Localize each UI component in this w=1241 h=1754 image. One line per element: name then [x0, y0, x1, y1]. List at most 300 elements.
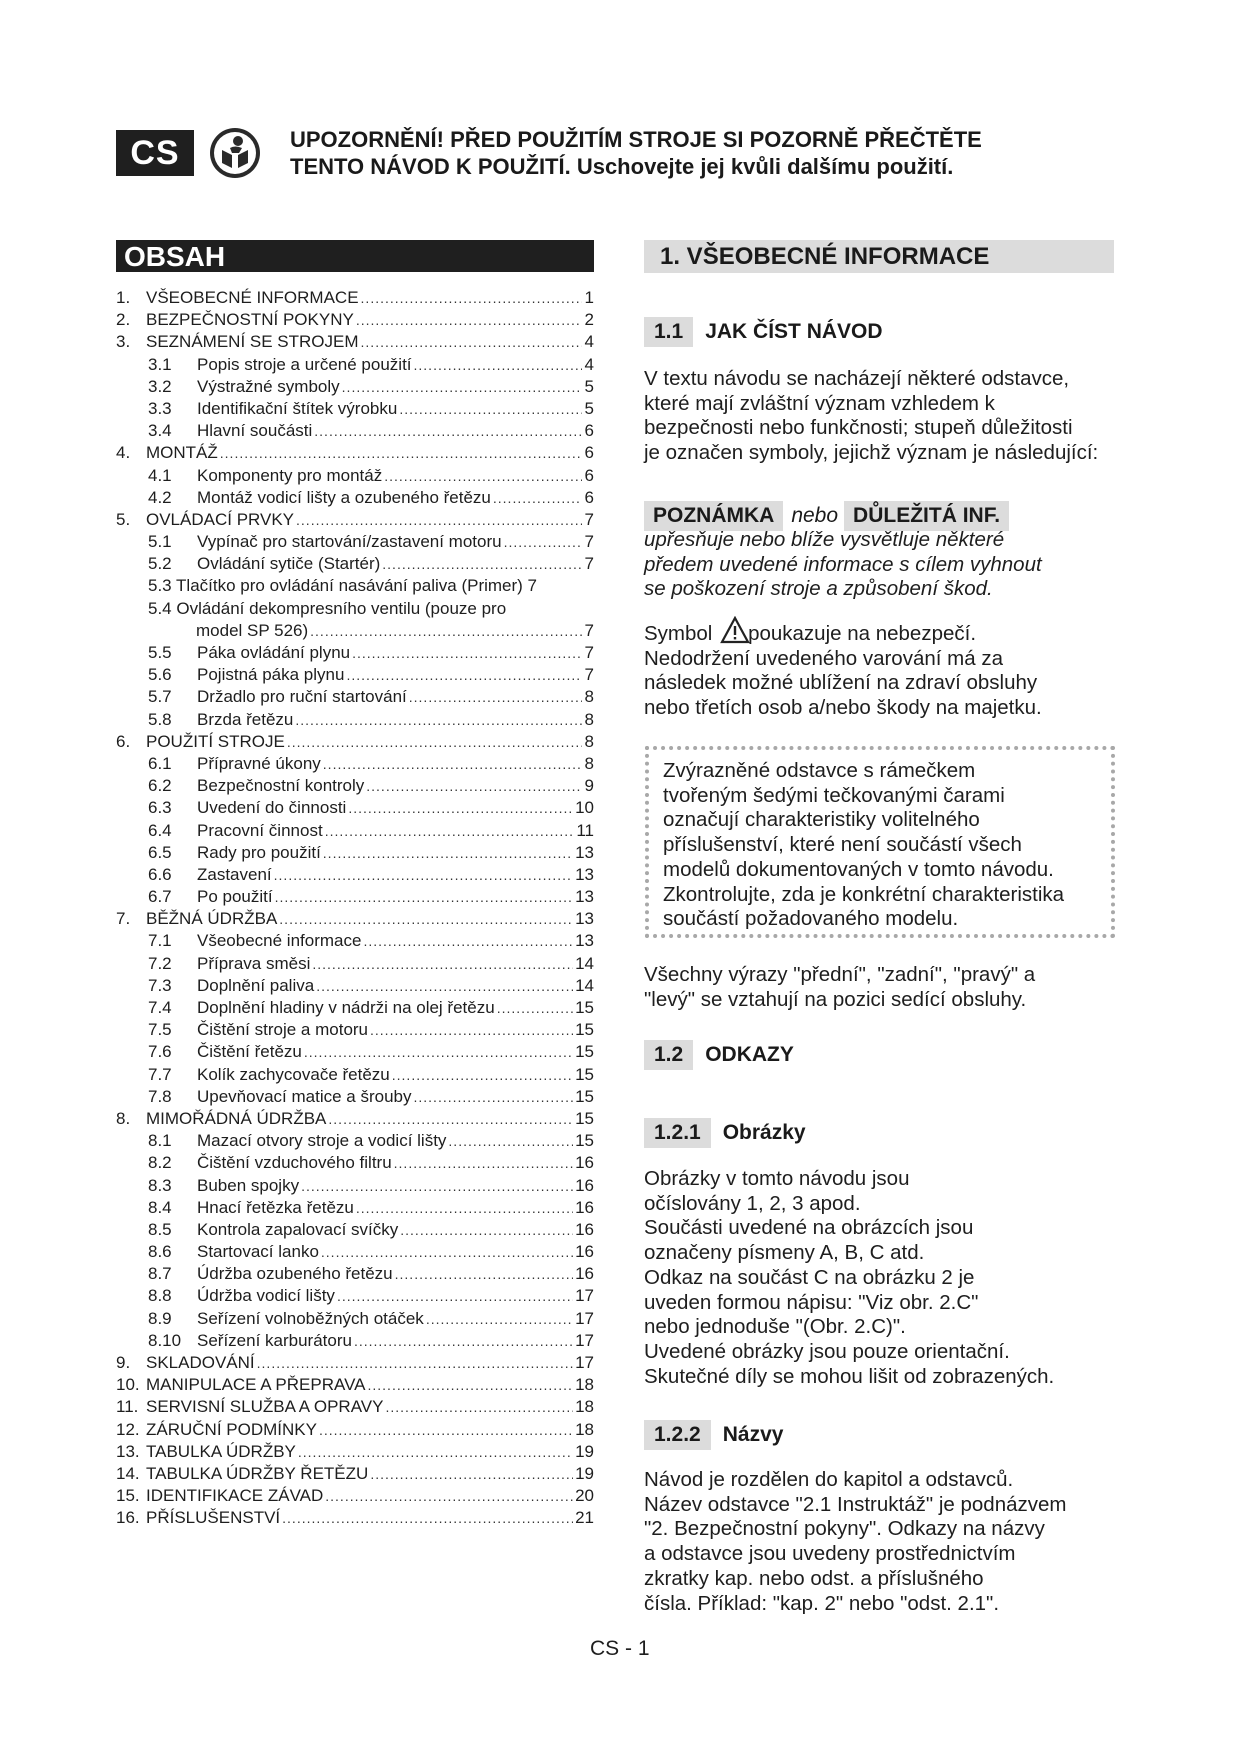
toc-entry-label: POUŽITÍ STROJE — [146, 731, 285, 751]
toc-entry-number: 8.7 — [148, 1264, 172, 1284]
toc-leader-dots — [295, 709, 582, 731]
text-line: bezpečnosti nebo funkčnosti; stupeň důležitosti — [644, 416, 1073, 440]
toc-entry-page: 2 — [584, 310, 594, 330]
toc-entry-page: 18 — [575, 1419, 594, 1439]
toc-leader-dots — [298, 1441, 573, 1463]
subsection-title: ODKAZY — [705, 1043, 794, 1066]
toc-entry-page: 15 — [575, 1086, 594, 1106]
toc-entry — [116, 953, 594, 975]
toc-entry — [116, 997, 594, 1019]
text-line: a odstavce jsou uvedeny prostřednictvím — [644, 1542, 1016, 1566]
toc-entry-label: Mazací otvory stroje a vodicí lišty — [197, 1131, 447, 1151]
toc-entry-page: 13 — [575, 864, 594, 884]
toc-entry-number: 7. — [116, 909, 131, 929]
toc-entry-label: TABULKA ÚDRŽBY — [146, 1441, 296, 1461]
toc-entry-number: 7.7 — [148, 1064, 172, 1084]
toc-entry-label: Seřízení karburátoru — [197, 1330, 352, 1350]
subsection-title: Obrázky — [722, 1121, 806, 1144]
toc-entry-number: 4. — [116, 443, 131, 463]
toc-entry-number: 8.10 — [148, 1330, 182, 1350]
toc-entry — [116, 354, 594, 376]
toc-leader-dots — [392, 1064, 573, 1086]
toc-entry — [116, 309, 594, 331]
toc-entry-page: 15 — [575, 1020, 594, 1040]
toc-entry-label: Rady pro použití — [197, 842, 321, 862]
toc-entry-number: 5.2 — [148, 554, 172, 574]
toc-entry — [116, 376, 594, 398]
toc-entry-label: SKLADOVÁNÍ — [146, 1353, 255, 1372]
toc-entry-page: 18 — [575, 1375, 594, 1395]
text-line: Všechny výrazy "přední", "zadní", "pravý" a — [644, 963, 1036, 986]
toc-entry-number: 14. — [116, 1463, 140, 1483]
toc-leader-dots — [354, 1330, 573, 1352]
toc-entry — [116, 820, 594, 842]
text-line: Název odstavce "2.1 Instruktáž" je podnázvem — [644, 1492, 1067, 1516]
toc-entry-label: Příprava směsi — [197, 953, 311, 973]
toc-entry-page: 14 — [575, 953, 594, 973]
text-line: následek možné ublížení na zdraví obsluhy — [644, 671, 1038, 695]
toc-entry — [116, 531, 594, 553]
toc-leader-dots — [325, 820, 575, 842]
toc-entry — [116, 753, 594, 775]
toc-entry — [116, 575, 594, 597]
toc-entry-page: 6 — [584, 487, 594, 507]
toc-entry-number: 5. — [116, 509, 131, 529]
text-line: se poškození stroje a způsobení škod. — [644, 577, 993, 601]
toc-entry — [116, 686, 594, 708]
toc-entry — [116, 1396, 594, 1418]
toc-entry-label: Pracovní činnost — [197, 820, 323, 840]
toc-entry-page: 4 — [584, 354, 594, 374]
toc-entry — [116, 1352, 594, 1374]
toc-entry-page: 4 — [584, 332, 594, 352]
toc-entry — [116, 842, 594, 864]
subsection-1-1-heading — [644, 317, 883, 347]
toc-entry — [116, 886, 594, 908]
toc-leader-dots — [323, 842, 573, 864]
toc-entry — [116, 620, 594, 642]
toc-entry-page: 13 — [575, 887, 594, 907]
subsection-number: 1.2.2 — [644, 1420, 711, 1450]
note-paragraph — [644, 528, 1124, 602]
toc-leader-dots — [504, 531, 582, 553]
toc-entry — [116, 465, 594, 487]
toc-entry-number: 9. — [116, 1353, 131, 1372]
toc-entry — [116, 509, 594, 531]
toc-entry — [116, 797, 594, 819]
toc-entry-page: 7 — [584, 620, 594, 640]
symbol-text-after: poukazuje na nebezpečí. — [748, 622, 977, 645]
toc-entry-label: Uvedení do činnosti — [197, 798, 347, 818]
toc-entry-label: Přípravné úkony — [197, 753, 321, 773]
toc-entry-number: 6. — [116, 731, 131, 751]
toc-entry-number: 3.2 — [148, 376, 172, 396]
toc-entry-label: TABULKA ÚDRŽBY ŘETĚZU — [146, 1463, 369, 1483]
toc-entry-page: 10 — [575, 798, 594, 818]
toc-leader-dots — [279, 908, 573, 930]
note-or: nebo — [791, 504, 839, 527]
position-paragraph — [644, 963, 1124, 1012]
toc-leader-dots — [348, 797, 573, 819]
symbol-line — [644, 616, 1124, 647]
toc-entry-label: Pojistná páka plynu — [197, 665, 345, 685]
toc-entry-label: Bezpečnostní kontroly — [197, 776, 365, 796]
toc-entry — [116, 1175, 594, 1197]
toc-leader-dots — [346, 664, 582, 686]
toc-entry — [116, 1152, 594, 1174]
text-line: "levý" se vztahují na pozici sedící obsluhy. — [644, 987, 1027, 1011]
toc-leader-dots — [368, 1374, 574, 1396]
toc-entry-number: 6.1 — [148, 753, 172, 773]
toc-entry — [116, 642, 594, 664]
toc-entry-number: 8.1 — [148, 1131, 172, 1151]
toc-leader-dots — [342, 376, 582, 398]
toc-entry-page: 17 — [575, 1353, 594, 1372]
toc-entry-number: 1. — [116, 288, 131, 307]
text-line: příslušenství, které není součástí všech — [663, 833, 1022, 857]
toc-entry-label: Všeobecné informace — [197, 931, 362, 951]
toc-leader-dots — [312, 953, 573, 975]
toc-entry-label: SEZNÁMENÍ SE STROJEM — [146, 332, 359, 352]
toc-leader-dots — [399, 398, 582, 420]
toc-entry-label: PŘÍSLUŠENSTVÍ — [146, 1508, 281, 1528]
text-line: čísla. Příklad: "kap. 2" nebo "odst. 2.1". — [644, 1591, 1000, 1615]
toc-entry-label: Čištění stroje a motoru — [197, 1020, 369, 1040]
text-line: Součásti uvedené na obrázcích jsou — [644, 1216, 974, 1240]
toc-leader-dots — [328, 1108, 573, 1130]
toc-entry-page: 20 — [575, 1486, 594, 1506]
note-labels — [644, 501, 1009, 531]
toc-entry — [116, 775, 594, 797]
toc-entry-label: MANIPULACE A PŘEPRAVA — [146, 1375, 366, 1395]
toc-entry-number: 8.3 — [148, 1175, 172, 1195]
toc-entry — [116, 1219, 594, 1241]
toc-entry-page: 8 — [584, 731, 594, 751]
toc-leader-dots — [385, 1396, 573, 1418]
toc-entry-number: 5.8 — [148, 709, 172, 729]
important-label: DŮLEŽITÁ INF. — [844, 501, 1009, 531]
toc-entry — [116, 1263, 594, 1285]
toc-entry — [116, 331, 594, 353]
toc-entry-label: VŠEOBECNÉ INFORMACE — [146, 288, 359, 307]
toc-entry-number: 7.5 — [148, 1020, 172, 1040]
toc-entry-page: 15 — [575, 1042, 594, 1062]
toc-leader-dots — [323, 753, 582, 775]
toc-leader-dots — [370, 1019, 573, 1041]
warning-heading — [290, 126, 1050, 180]
toc-leader-dots — [301, 1175, 573, 1197]
text-line: V textu návodu se nacházejí některé odstavce, — [644, 367, 1070, 390]
symbol-text-before: Symbol — [644, 622, 713, 645]
warning-line-1: UPOZORNĚNÍ! PŘED POUŽITÍM STROJE SI POZORNĚ PŘEČTĚTE — [290, 127, 982, 152]
subsection-title: JAK ČÍST NÁVOD — [705, 320, 883, 343]
toc-entry-label: OVLÁDACÍ PRVKY — [146, 509, 295, 529]
text-line: Uvedené obrázky jsou pouze orientační. — [644, 1339, 1010, 1363]
s11-paragraph — [644, 367, 1124, 466]
toc-leader-dots — [426, 1308, 573, 1330]
toc-entry-page: 16 — [575, 1264, 594, 1284]
toc-entry-number: 6.5 — [148, 842, 172, 862]
subsection-number: 1.2.1 — [644, 1118, 711, 1148]
toc-entry-number: 5.5 — [148, 643, 172, 662]
toc-entry-label: Seřízení volnoběžných otáček — [197, 1308, 424, 1328]
toc-entry — [116, 287, 594, 309]
toc-entry-label: Vypínač pro startování/zastavení motoru — [197, 532, 502, 552]
toc-entry-label: Čištění vzduchového filtru — [197, 1153, 392, 1173]
text-line: očíslovány 1, 2, 3 apod. — [644, 1191, 861, 1215]
toc-entry-page: 15 — [575, 1064, 594, 1084]
toc-entry-number: 5.1 — [148, 532, 172, 552]
toc-entry-page: 7 — [584, 554, 594, 574]
text-line: "2. Bezpečnostní pokyny". Odkazy na názvy — [644, 1517, 1045, 1541]
toc-entry-page: 6 — [584, 465, 594, 485]
toc-leader-dots — [414, 354, 582, 376]
toc-entry-label: Zastavení — [197, 864, 272, 884]
text-line: nebo jednoduše "(Obr. 2.C)". — [644, 1315, 906, 1339]
toc-entry — [116, 1441, 594, 1463]
toc-entry-label: BEZPEČNOSTNÍ POKYNY — [146, 310, 354, 330]
toc-entry-label: SERVISNÍ SLUŽBA A OPRAVY — [146, 1397, 384, 1417]
toc-leader-dots — [361, 331, 582, 353]
toc-entry — [116, 1241, 594, 1263]
toc-leader-dots — [275, 886, 573, 908]
toc-entry-page: 16 — [575, 1197, 594, 1217]
toc-leader-dots — [310, 620, 582, 642]
toc-entry — [116, 420, 594, 442]
toc-entry-number: 3. — [116, 332, 131, 352]
toc-entry-label: Startovací lanko — [197, 1242, 319, 1262]
toc-entry — [116, 864, 594, 886]
toc-leader-dots — [337, 1285, 573, 1307]
toc-leader-dots — [319, 1419, 573, 1441]
toc-entry-page: 6 — [584, 443, 594, 463]
note-label: POZNÁMKA — [644, 501, 783, 531]
toc-entry-page: 21 — [575, 1508, 594, 1528]
toc-entry-label: Brzda řetězu — [197, 709, 294, 729]
toc-entry-label: Údržba vodicí lišty — [197, 1286, 335, 1306]
s121-paragraph — [644, 1167, 1124, 1389]
toc-entry-page: 19 — [575, 1441, 594, 1461]
toc-entry-number: 6.7 — [148, 887, 172, 907]
toc-entry — [116, 1197, 594, 1219]
toc-leader-dots — [356, 1197, 573, 1219]
toc-entry — [116, 487, 594, 509]
text-line: Zvýrazněné odstavce s rámečkem — [663, 759, 976, 782]
s122-paragraph — [644, 1468, 1124, 1616]
toc-leader-dots — [304, 1041, 573, 1063]
warning-triangle-icon — [720, 616, 750, 644]
toc-entry-number: 8.5 — [148, 1219, 172, 1239]
toc-entry-page: 7 — [584, 509, 594, 529]
subsection-1-2-1-heading — [644, 1118, 806, 1148]
toc-entry-label: MIMOŘÁDNÁ ÚDRŽBA — [146, 1108, 327, 1128]
toc-entry — [116, 731, 594, 753]
optional-feature-box — [645, 746, 1115, 938]
toc-leader-dots — [321, 1241, 573, 1263]
toc-entry-number: 12. — [116, 1419, 140, 1439]
toc-entry-page: 16 — [575, 1175, 594, 1195]
toc-entry-number: 7.8 — [148, 1086, 172, 1106]
toc-entry-number: 8.8 — [148, 1286, 172, 1306]
toc-entry-page: 19 — [575, 1463, 594, 1483]
toc-entry-number: 7.2 — [148, 953, 172, 973]
text-line: tvořeným šedými tečkovanými čarami — [663, 783, 1005, 807]
toc-leader-dots — [220, 442, 582, 464]
toc-entry-number: 8.9 — [148, 1308, 172, 1328]
toc-entry-label: Kolík zachycovače řetězu — [197, 1064, 390, 1084]
toc-leader-dots — [395, 1263, 573, 1285]
toc-entry-page: 16 — [575, 1219, 594, 1239]
toc-entry — [116, 1086, 594, 1108]
toc-entry-page: 8 — [584, 709, 594, 729]
toc-entry — [116, 908, 594, 930]
toc-entry-number: 15. — [116, 1486, 140, 1506]
toc-entry-number: 4.1 — [148, 465, 172, 485]
toc-entry — [116, 398, 594, 420]
toc-entry-page: 7 — [584, 532, 594, 552]
toc-entry — [116, 930, 594, 952]
toc-entry-label: Čištění řetězu — [197, 1042, 302, 1062]
toc-entry — [116, 1041, 594, 1063]
toc-entry — [116, 1463, 594, 1485]
subsection-1-2-heading — [644, 1040, 794, 1070]
page-number: CS - 1 — [590, 1637, 650, 1660]
toc-entry-number: 8.4 — [148, 1197, 172, 1217]
toc-entry-label: Buben spojky — [197, 1175, 300, 1195]
toc-entry-number: 5.6 — [148, 665, 172, 685]
toc-entry — [116, 1419, 594, 1441]
toc-entry-page: 9 — [584, 776, 594, 796]
toc-leader-dots — [274, 864, 573, 886]
toc-entry-number: 4.2 — [148, 487, 172, 507]
text-line: předem uvedené informace s cílem vyhnout — [644, 552, 1042, 576]
toc-leader-dots — [352, 642, 582, 664]
toc-leader-dots — [384, 465, 582, 487]
toc-entry-page: 5 — [584, 376, 594, 396]
toc-entry — [116, 975, 594, 997]
toc-leader-dots — [356, 309, 582, 331]
text-line: zkratky kap. nebo odst. a příslušného — [644, 1566, 984, 1590]
toc-entry-number: 7.6 — [148, 1042, 172, 1062]
toc-entry-page: 17 — [575, 1286, 594, 1306]
toc-leader-dots — [296, 509, 582, 531]
toc-entry — [116, 598, 594, 620]
text-line: uveden formou nápisu: "Viz obr. 2.C" — [644, 1290, 979, 1314]
toc-entry-number: 6.3 — [148, 798, 172, 818]
toc-entry-label: Ovládání sytiče (Startér) — [197, 554, 381, 574]
toc-leader-dots — [314, 420, 582, 442]
toc-entry-label: Hnací řetězka řetězu — [197, 1197, 354, 1217]
toc-entry-label: Montáž vodicí lišty a ozubeného řetězu — [197, 487, 491, 507]
toc-entry-page: 16 — [575, 1153, 594, 1173]
toc-entry-label: IDENTIFIKACE ZÁVAD — [146, 1486, 324, 1506]
text-line: modelů dokumentovaných v tomto návodu. — [663, 857, 1054, 881]
toc-entry-number: 6.4 — [148, 820, 172, 840]
toc-entry-number: 8. — [116, 1108, 131, 1128]
toc-entry — [116, 442, 594, 464]
toc-entry — [116, 1064, 594, 1086]
toc-entry-page: 18 — [575, 1397, 594, 1417]
toc-entry-number: 6.6 — [148, 864, 172, 884]
toc-entry-label: Držadlo pro ruční startování — [197, 687, 407, 707]
toc-leader-dots — [497, 997, 573, 1019]
toc-entry-label: Upevňovací matice a šrouby — [197, 1086, 412, 1106]
text-line: Skutečné díly se mohou lišit od zobrazených. — [644, 1364, 1055, 1388]
text-line: součástí požadovaného modelu. — [663, 907, 959, 931]
text-line: upřesňuje nebo blíže vysvětluje některé — [644, 528, 1005, 551]
toc-leader-dots — [287, 731, 582, 753]
toc-entry — [116, 1285, 594, 1307]
toc-entry-page: 13 — [575, 909, 594, 929]
text-line: Zkontrolujte, zda je konkrétní charakteristika — [663, 882, 1065, 906]
toc-entry-page: 14 — [575, 975, 594, 995]
toc-entry-number: 3.3 — [148, 398, 172, 418]
toc-list — [116, 287, 594, 1530]
toc-entry-label: 5.4 Ovládání dekompresního ventilu (pouze pro — [148, 598, 507, 618]
toc-leader-dots — [448, 1130, 573, 1152]
toc-entry-number: 16. — [116, 1508, 140, 1528]
toc-entry-label: Doplnění paliva — [197, 975, 315, 995]
toc-entry-page: 5 — [584, 398, 594, 418]
text-line: Nedodržení uvedeného varování má za — [644, 646, 1003, 670]
toc-entry-number: 6.2 — [148, 776, 172, 796]
toc-entry-label: Doplnění hladiny v nádrži na olej řetězu — [197, 998, 495, 1017]
toc-entry-page: 13 — [575, 842, 594, 862]
text-line: označují charakteristiky volitelného — [663, 808, 980, 832]
toc-entry-number: 8.6 — [148, 1242, 172, 1262]
toc-entry-label: Páka ovládání plynu — [197, 643, 351, 662]
toc-entry-number: 3.4 — [148, 421, 172, 441]
toc-entry-page: 15 — [575, 998, 594, 1017]
section-title: 1. VŠEOBECNÉ INFORMACE — [644, 240, 1114, 273]
toc-entry — [116, 1507, 594, 1529]
toc-leader-dots — [363, 930, 573, 952]
toc-entry-label: 5.3 Tlačítko pro ovládání nasávání paliva (Primer) 7 — [148, 576, 537, 596]
toc-entry-label: Identifikační štítek výrobku — [197, 398, 398, 418]
toc-entry-number: 7.4 — [148, 998, 172, 1017]
text-line: Odkaz na součást C na obrázku 2 je — [644, 1265, 975, 1289]
toc-entry-label: Po použití — [197, 887, 273, 907]
toc-entry-number: 7.1 — [148, 931, 172, 951]
toc-leader-dots — [382, 553, 582, 575]
toc-entry-label: model SP 526) — [196, 620, 309, 640]
toc-entry-page: 6 — [584, 421, 594, 441]
subsection-number: 1.1 — [644, 317, 693, 347]
toc-entry-number: 7.3 — [148, 975, 172, 995]
toc-leader-dots — [325, 1485, 573, 1507]
toc-leader-dots — [400, 1219, 573, 1241]
subsection-1-2-2-heading — [644, 1420, 783, 1450]
toc-entry — [116, 553, 594, 575]
toc-entry — [116, 709, 594, 731]
toc-entry-number: 3.1 — [148, 354, 172, 374]
toc-leader-dots — [409, 686, 582, 708]
read-manual-icon — [208, 126, 262, 180]
toc-leader-dots — [257, 1352, 573, 1374]
toc-entry-label: MONTÁŽ — [146, 443, 218, 463]
toc-entry-page: 15 — [575, 1131, 594, 1151]
toc-leader-dots — [493, 487, 582, 509]
toc-entry-page: 17 — [575, 1308, 594, 1328]
toc-leader-dots — [361, 287, 582, 309]
toc-entry-number: 13. — [116, 1441, 140, 1461]
toc-entry — [116, 664, 594, 686]
toc-entry-page: 7 — [584, 643, 594, 662]
toc-entry-page: 15 — [575, 1108, 594, 1128]
toc-entry-label: ZÁRUČNÍ PODMÍNKY — [146, 1419, 317, 1439]
text-line: Obrázky v tomto návodu jsou — [644, 1167, 910, 1190]
toc-entry-number: 2. — [116, 310, 131, 330]
